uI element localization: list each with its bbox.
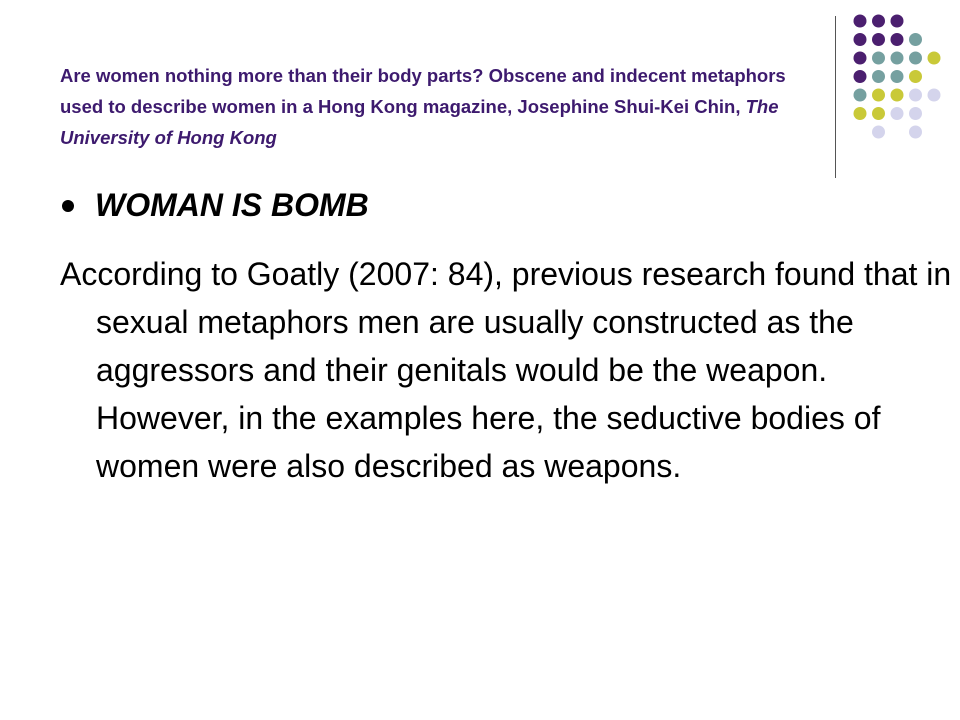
decor-dot-lavender: [891, 107, 904, 120]
decor-dot-teal: [909, 52, 922, 65]
decor-dot-teal: [909, 33, 922, 46]
decor-dot-lavender: [909, 126, 922, 139]
decor-dot-lavender: [909, 107, 922, 120]
bullet-heading: WOMAN IS BOMB: [95, 187, 369, 223]
decor-dot-olive: [854, 107, 867, 120]
decor-dot-purple: [854, 52, 867, 65]
decor-dot-teal: [872, 52, 885, 65]
decor-dot-olive: [928, 52, 941, 65]
decor-dot-olive: [872, 107, 885, 120]
bullet-item: [62, 187, 369, 224]
decor-dot-purple: [854, 15, 867, 28]
decor-dot-teal: [854, 89, 867, 102]
decor-dot-purple: [891, 33, 904, 46]
decor-dot-purple: [872, 33, 885, 46]
decor-dot-lavender: [909, 89, 922, 102]
decor-dot-teal: [891, 70, 904, 83]
decorative-dot-grid: [0, 0, 960, 200]
decor-dot-purple: [872, 15, 885, 28]
decor-dot-teal: [891, 52, 904, 65]
slide-title-affiliation: The University of Hong Kong: [60, 96, 779, 148]
bullet-dot-icon: [62, 200, 74, 212]
decor-dot-olive: [872, 89, 885, 102]
decor-dot-lavender: [872, 126, 885, 139]
body-paragraph: According to Goatly (2007: 84), previous research found that in sexual metaphors men are usually constructed as the aggressors and their genitals would be the weapon. However, in the examples here, the seductive bodies of women were also described as weapons.: [60, 256, 952, 484]
decor-dot-purple: [854, 70, 867, 83]
decor-dot-purple: [891, 15, 904, 28]
slide-title-main: Are women nothing more than their body parts? Obscene and indecent metaphors used to describe women in a Hong Kong magazine, Josephine Shui-Kei Chin,: [60, 65, 786, 117]
decor-dot-lavender: [928, 89, 941, 102]
decor-dot-purple: [854, 33, 867, 46]
decor-dot-olive: [891, 89, 904, 102]
decor-dot-olive: [909, 70, 922, 83]
decor-dot-teal: [872, 70, 885, 83]
